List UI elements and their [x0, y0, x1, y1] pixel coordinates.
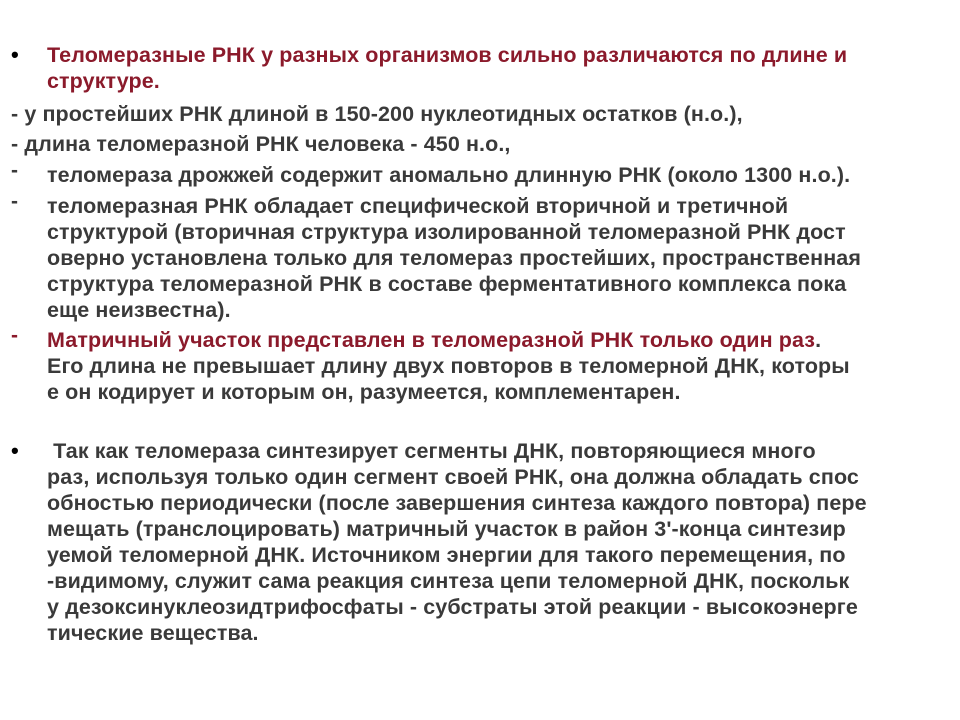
telomerase-line-5: уемой теломерной ДНК. Источником энергии для такого перемещения, по: [47, 543, 846, 567]
item-yeast: теломераза дрожжей содержит аномально длинную РНК (около 1300 н.о.).: [47, 163, 851, 187]
dash-marker: -: [11, 159, 18, 182]
telomerase-line-4: мещать (транслоцировать) матричный участок в район 3'-конца синтезир: [47, 517, 846, 541]
intro-line-2-text: структуре.: [47, 69, 160, 93]
structure-line-5: еще неизвестна).: [47, 298, 231, 322]
template-line-3: е он кодирует и которым он, разумеется, комплементарен.: [47, 380, 681, 404]
dash-marker: -: [11, 190, 18, 213]
bullet-marker: •: [11, 42, 19, 67]
structure-line-3: оверно установлена только для теломераз простейших, пространственная: [47, 246, 861, 270]
bullet-marker: •: [11, 438, 19, 463]
intro-line-1: Теломеразные РНК у разных организмов сильно различаются по длине и: [47, 43, 848, 67]
template-line-2: Его длина не превышает длину двух повторов в теломерной ДНК, которы: [47, 354, 850, 378]
item-protozoa: - у простейших РНК длиной в 150-200 нуклеотидных остатков (н.о.),: [11, 102, 743, 126]
dash-marker: -: [11, 324, 18, 347]
item-human: - длина теломеразной РНК человека - 450 н.о.,: [11, 132, 511, 156]
telomerase-line-2: раз, используя только один сегмент своей РНК, она должна обладать спос: [47, 465, 859, 489]
structure-line-2: структурой (вторичная структура изолированной теломеразной РНК дост: [47, 220, 846, 244]
telomerase-line-8: тические вещества.: [47, 621, 259, 645]
telomerase-line-6: -видимому, служит сама реакция синтеза цепи теломерной ДНК, поскольк: [47, 569, 850, 593]
telomerase-line-7: у дезоксинуклеозидтрифосфаты - субстраты этой реакции - высокоэнерге: [47, 595, 858, 619]
structure-line-1: теломеразная РНК обладает специфической вторичной и третичной: [47, 194, 789, 218]
telomerase-line-3: обностью периодически (после завершения синтеза каждого повтора) пере: [47, 491, 867, 515]
intro-line-2: [47, 68, 160, 94]
telomerase-line-1: Так как теломераза синтезирует сегменты ДНК, повторяющиеся много: [47, 439, 816, 463]
template-line-1: [47, 327, 821, 353]
template-period: .: [815, 328, 822, 352]
structure-line-4: структура теломеразной РНК в составе ферментативного комплекса пока: [47, 272, 847, 296]
template-accent-text: Матричный участок представлен в теломеразной РНК только один раз: [47, 328, 816, 352]
